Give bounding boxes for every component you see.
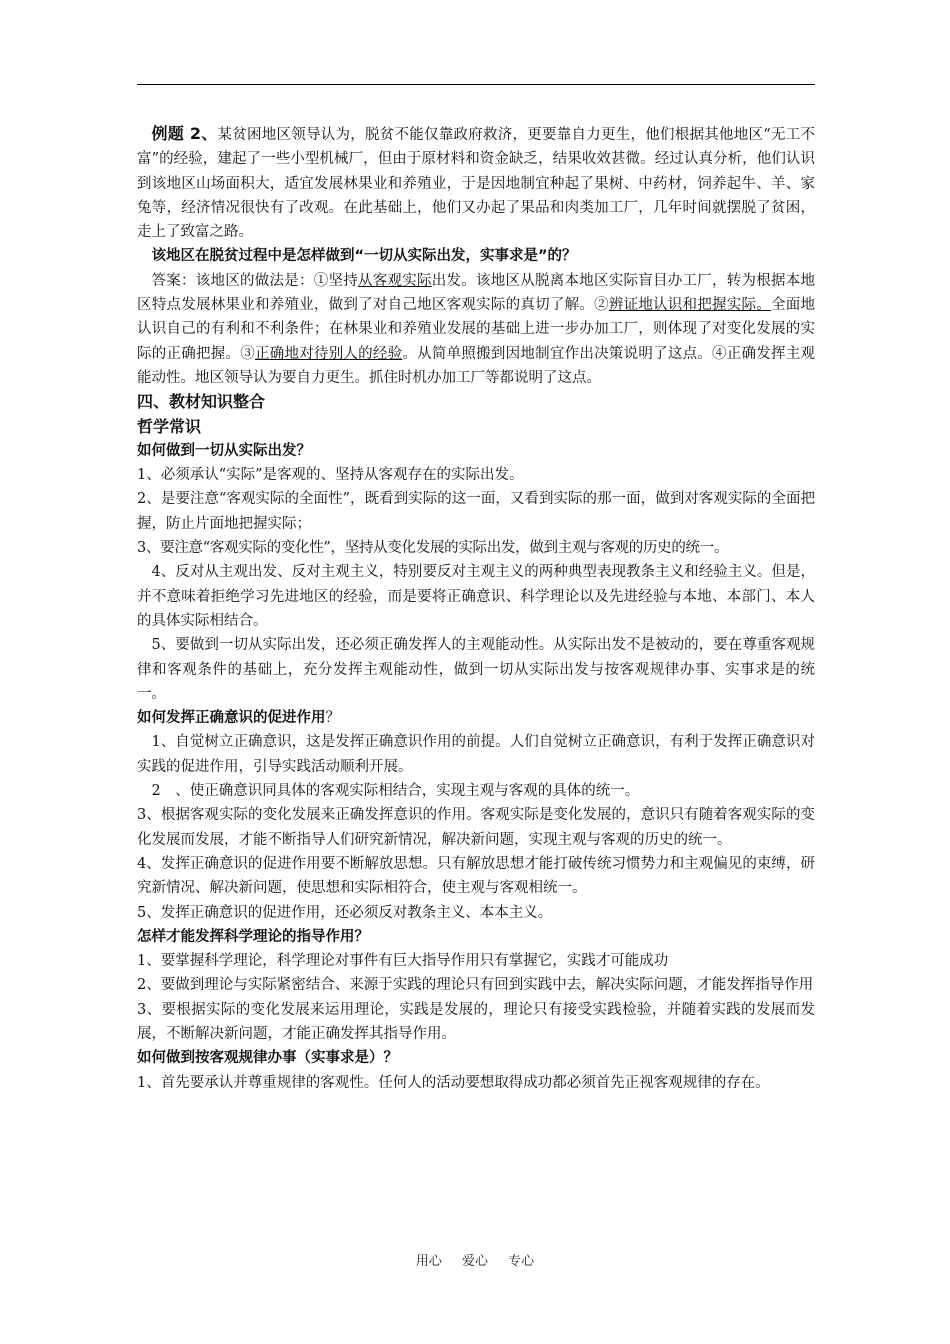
answer-key-3: 正确地对待别人的经验 [254,345,403,362]
q2-item: 2 、使正确意识同具体的客观实际相结合，实现主观与客观的具体的统一。 [151,783,640,800]
answer-text-1: 答案：该地区的做法是：①坚持 [151,272,358,289]
example-label: 例题 2、 [151,124,218,143]
q2-title-line [137,706,815,730]
answer-text-3: 全面地认识自己的有利和不利条件；在林果业和养殖业发展的基础上进一步办加工厂，则体现了对变化发展的实际的正确把握。③ [137,297,816,362]
footer-text-2: 爱心 [461,1254,488,1269]
q2-item: 5、发挥正确意识的促进作用，还必须反对教条主义、本本主义。 [137,904,553,921]
q2-item: 1、自觉树立正确意识，这是发挥正确意识作用的前提。人们自觉树立正确意识，有利于发挥正确意识对实践的促进作用，引导实践活动顺利开展。 [137,734,815,775]
answer-paragraph [137,269,815,390]
q1-item: 2、是要注意“客观实际的全面性”，既看到实际的这一面，又看到实际的那一面，做到对客观实际的全面把握，防止片面地把握实际； [137,491,815,532]
example-question: 该地区在脱贫过程中是怎样做到“一切从实际出发，实事求是”的？ [151,248,577,265]
q1-item: 1、必须承认“实际”是客观的、坚持从客观存在的实际出发。 [137,467,524,484]
header-rule [137,84,815,85]
section-subtitle: 哲学常识 [137,416,202,436]
q1-title: 如何做到一切从实际出发？ [137,442,311,459]
q4-item: 1、首先要承认并尊重规律的客观性。任何人的活动要想取得成功都必须首先正视客观规律的存在。 [137,1074,770,1091]
q2-item: 4、发挥正确意识的促进作用要不断解放思想。只有解放思想才能打破传统习惯势力和主观偏见的束缚，研究新情况、解决新问题，使思想和实际相符合，使主观与客观相统一。 [137,855,815,897]
q3-item: 3、要根据实际的变化发展来运用理论，实践是发展的，理论只有接受实践检验，并随着实践的发展而发展，不断解决新问题，才能正确发挥其指导作用。 [137,1001,815,1042]
page-footer [0,1250,950,1269]
q2-title-mark: ？ [325,710,340,727]
document-body [137,122,815,1095]
q3-item: 1、要掌握科学理论，科学理论对事件有巨大指导作用只有掌握它，实践才可能成功 [137,953,669,970]
section-title: 四、教材知识整合 [137,392,266,412]
answer-key-2: 辨证地认识和把握实际。 [608,297,772,314]
q1-item: 4、反对从主观出发、反对主观主义，特别要反对主观主义的两种典型表现教条主义和经验主义。但是，并不意味着拒绝学习先进地区的经验，而是要将正确意识、科学理论以及先进经验与本地、本部门、本人的具体实际相结合。 [137,564,815,629]
q1-item: 5、要做到一切从实际出发，还必须正确发挥人的主观能动性。从实际出发不是被动的，要在尊重客观规律和客观条件的基础上，充分发挥主观能动性，做到一切从实际出发与按客观规律办事、实事求是的统一。 [137,637,815,702]
answer-text-2: 出发。该地区从脱离本地区实际盲目办工厂，转为根据本地区特点发展林果业和养殖业，做到了对自己地区客观实际的真切了解。② [137,272,815,314]
q2-item: 3、根据客观实际的变化发展来正确发挥意识的作用。客观实际是变化发展的，意识只有随着客观实际的变化发展而发展，才能不断指导人们研究新情况，解决新问题，实现主观与客观的历史的统一。 [137,807,815,848]
q3-item: 2、要做到理论与实际紧密结合、来源于实践的理论只有回到实践中去，解决实际问题，才能发挥指导作用 [137,977,814,994]
q3-title: 怎样才能发挥科学理论的指导作用？ [137,928,369,945]
q2-title: 如何发挥正确意识的促进作用 [137,710,326,727]
q1-item: 3、要注意“客观实际的变化性”，坚持从变化发展的实际出发，做到主观与客观的历史的统一。 [137,540,729,557]
footer-text-3: 专心 [508,1254,535,1269]
example-paragraph [137,122,815,244]
q4-title: 如何做到按客观规律办事（实事求是）？ [137,1050,398,1067]
answer-key-1: 从客观实际 [358,272,432,289]
footer-text-1: 用心 [415,1254,442,1269]
example-text: 某贫困地区领导认为，脱贫不能仅靠政府救济，更要靠自力更生，他们根据其他地区“无工不富”的经验，建起了一些小型机械厂，但由于原材料和资金缺乏，结果收效甚微。经过认真分析，他们认识到该地区山场面积大，适宜发展林果业和养殖业，于是因地制宜种起了果树、中药材，饲养起牛、羊、家兔等，经济情况很快有了改观。在此基础上，他们又办起了果品和肉类加工厂，几年时间就摆脱了贫困，走上了致富之路。 [137,127,815,241]
answer-text-4: 。从简单照搬到因地制宜作出决策说明了这点。④正确发挥主观能动性。地区领导认为要自力更生。抓住时机办加工厂等都说明了这点。 [137,345,816,386]
